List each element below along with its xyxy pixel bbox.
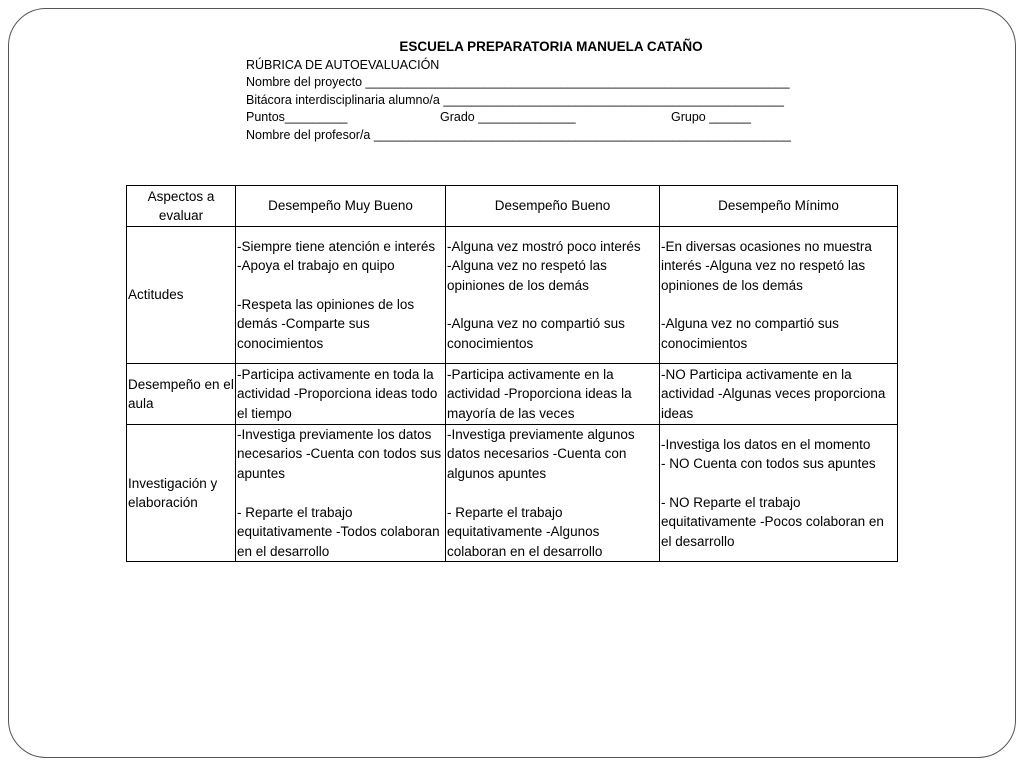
cell-text: -Alguna vez mostró poco interés — [447, 238, 641, 254]
rubric-title: RÚBRICA DE AUTOEVALUACIÓN — [246, 57, 440, 72]
cell-text: - Reparte el trabajo equitativamente -Todos colaboran en el desarrollo — [237, 504, 440, 559]
cell-text: -Investiga previamente los datos necesarios -Cuenta con todos sus apuntes — [237, 427, 442, 481]
cell-text: -Alguna vez no compartió sus conocimientos — [661, 316, 839, 351]
header-muy-bueno: Desempeño Muy Bueno — [236, 186, 446, 227]
bueno-cell — [446, 227, 660, 364]
project-name-field: Nombre del proyecto _____________________________________________________________ — [246, 75, 790, 90]
cell-text: -Investiga los datos en el momento — [661, 436, 871, 452]
form-header — [246, 38, 826, 145]
cell-text: - NO Cuenta con todos sus apuntes — [661, 456, 876, 472]
cell-text: -En diversas ocasiones no muestra interés -Alguna vez no respetó las opiniones de los demás — [661, 238, 872, 293]
minimo-cell — [660, 227, 898, 364]
cell-text: -Siempre tiene atención e interés — [237, 238, 436, 254]
bueno-cell — [446, 425, 660, 562]
table-row — [127, 425, 898, 562]
points-grade-group-row — [246, 109, 826, 127]
table-row — [127, 364, 898, 425]
grade-field: Grado ______________ — [440, 110, 576, 125]
cell-text: -Apoya el trabajo en quipo — [237, 258, 395, 274]
muy-bueno-cell — [236, 425, 446, 562]
aspect-cell: Actitudes — [127, 227, 236, 364]
school-title: ESCUELA PREPARATORIA MANUELA CATAÑO — [399, 39, 703, 54]
header-aspects: Aspectos a evaluar — [127, 186, 236, 227]
rubric-table — [126, 185, 898, 562]
cell-text: - Reparte el trabajo equitativamente -Algunos colaboran en el desarrollo — [447, 504, 603, 559]
minimo-cell — [660, 425, 898, 562]
bueno-cell: -Participa activamente en la actividad -Proporciona ideas la mayoría de las veces — [446, 364, 660, 425]
log-field: Bitácora interdisciplinaria alumno/a _________________________________________________ — [246, 92, 784, 107]
group-field: Grupo ______ — [671, 110, 751, 125]
cell-text: -Respeta las opiniones de los demás -Comparte sus conocimientos — [237, 296, 415, 351]
points-field: Puntos_________ — [246, 110, 348, 125]
header-bueno: Desempeño Bueno — [446, 186, 660, 227]
muy-bueno-cell — [236, 227, 446, 364]
table-header-row — [127, 186, 898, 227]
aspect-cell: Investigación y elaboración — [127, 425, 236, 562]
aspect-cell: Desempeño en el aula — [127, 364, 236, 425]
teacher-field: Nombre del profesor/a ____________________________________________________________ — [246, 127, 791, 142]
cell-text: -Alguna vez no compartió sus conocimientos — [447, 316, 625, 351]
header-minimo: Desempeño Mínimo — [660, 186, 898, 227]
muy-bueno-cell: -Participa activamente en toda la actividad -Proporciona ideas todo el tiempo — [236, 364, 446, 425]
minimo-cell: -NO Participa activamente en la actividad -Algunas veces proporciona ideas — [660, 364, 898, 425]
cell-text: -Investiga previamente algunos datos necesarios -Cuenta con algunos apuntes — [447, 427, 635, 481]
cell-text: - NO Reparte el trabajo equitativamente -Pocos colaboran en el desarrollo — [661, 494, 884, 549]
cell-text: -Alguna vez no respetó las opiniones de los demás — [447, 258, 607, 293]
table-row — [127, 227, 898, 364]
